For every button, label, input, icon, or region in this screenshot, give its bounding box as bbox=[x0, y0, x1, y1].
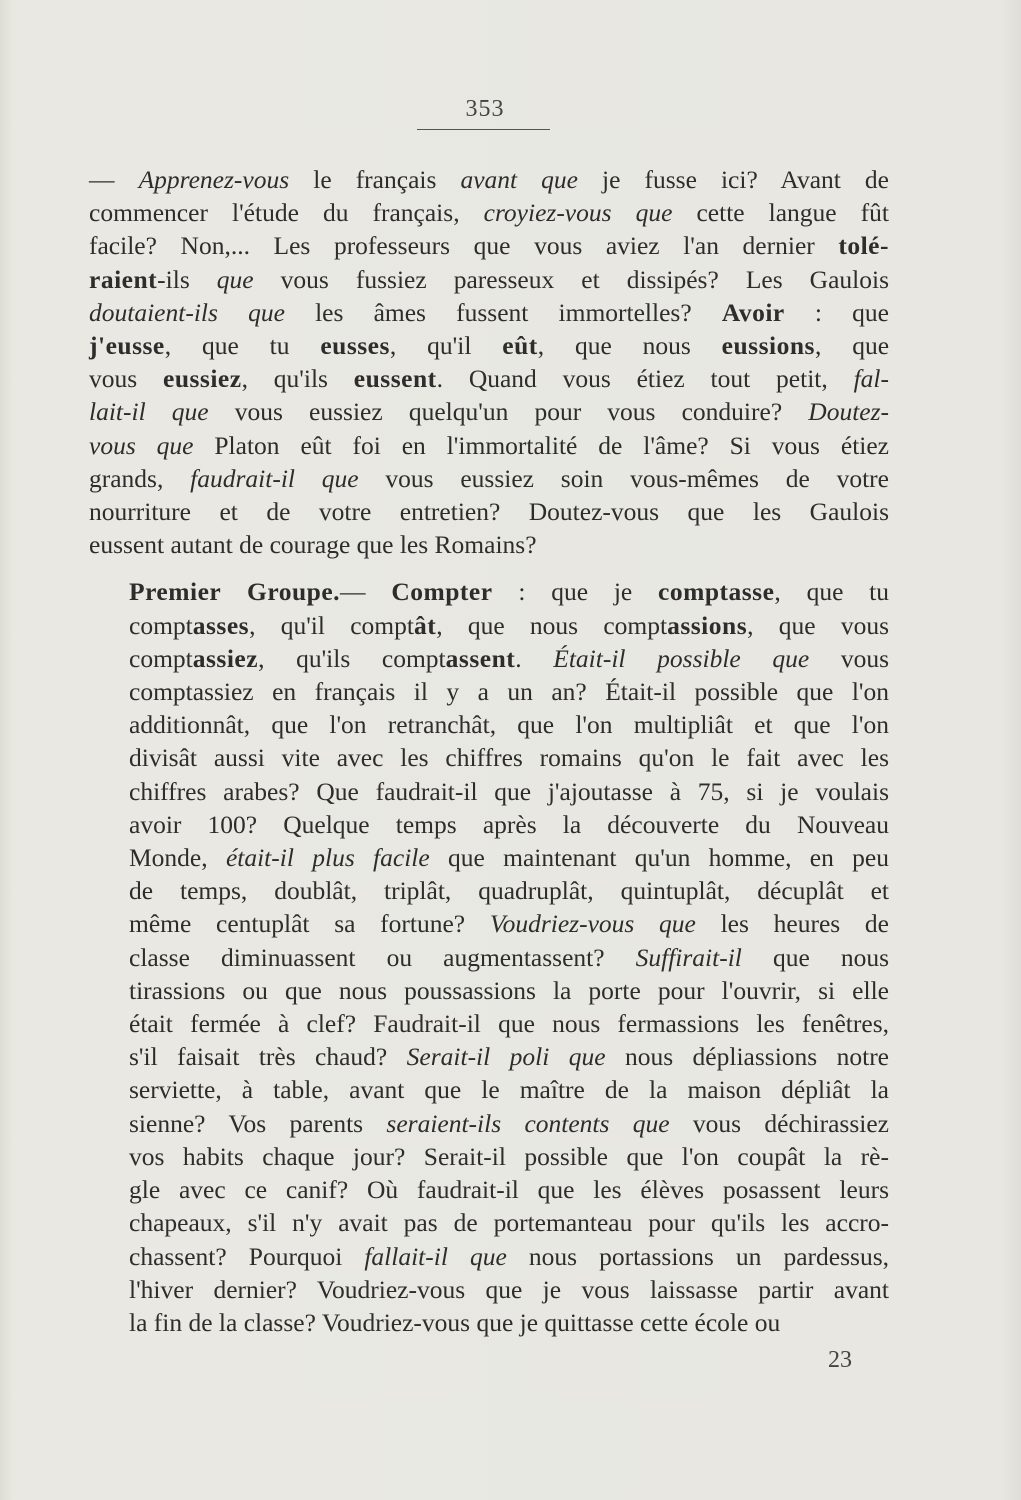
text-line: doutaient-ils que les âmes fussent immortelles? Avoir : que bbox=[89, 297, 890, 327]
bold-term: eusses bbox=[320, 331, 390, 361]
text-line: classe diminuassent ou augmentassent? Suffirait-il que nous bbox=[129, 942, 889, 972]
bold-term: Premier Groupe. bbox=[129, 577, 341, 607]
bold-term: comptasse bbox=[658, 577, 775, 607]
italic-phrase: fal- bbox=[853, 364, 889, 394]
italic-phrase: Doutez- bbox=[808, 397, 890, 427]
text-line: grands, faudrait-il que vous eussiez soin vous-mêmes de votre bbox=[89, 463, 889, 493]
bold-term: eussiez bbox=[163, 364, 242, 394]
text-line: comptassiez, qu'ils comptassent. Était-il possible que vous bbox=[129, 643, 889, 673]
text-line: additionnât, que l'on retranchât, que l'on multipliât et que l'on bbox=[129, 710, 889, 740]
text-line: divisât aussi vite avec les chiffres romains qu'on le fait avec les bbox=[129, 743, 889, 773]
bold-term: raient bbox=[89, 264, 158, 294]
text-line: — Apprenez-vous le français avant que je fusse ici? Avant de bbox=[89, 165, 889, 194]
bold-term: assions bbox=[667, 610, 748, 640]
italic-phrase: avant que bbox=[460, 165, 578, 194]
bold-term: j'eusse bbox=[89, 331, 165, 361]
italic-phrase: Serait-il poli que bbox=[406, 1042, 606, 1072]
text-line: vous que Platon eût foi en l'immortalité de l'âme? Si vous étiez bbox=[89, 430, 889, 460]
signature-mark: 23 bbox=[828, 1347, 852, 1373]
bold-term: Avoir bbox=[721, 297, 785, 327]
text-line: serviette, à table, avant que le maître de la maison dépliât la bbox=[129, 1075, 889, 1105]
bold-term: Compter bbox=[391, 577, 493, 607]
bold-term: asses bbox=[192, 610, 250, 640]
text-line: j'eusse, que tu eusses, qu'il eût, que nous eussions, que bbox=[89, 331, 890, 361]
italic-phrase: lait-il que bbox=[89, 397, 209, 427]
italic-phrase: Suffirait-il bbox=[635, 942, 742, 972]
bold-term: eussions bbox=[721, 331, 815, 361]
text-line: de temps, doublât, triplât, quadruplât, quintuplât, décuplât et bbox=[129, 876, 889, 906]
italic-phrase: faudrait-il que bbox=[190, 463, 359, 493]
italic-phrase: que bbox=[216, 264, 254, 294]
bold-term: eussent bbox=[353, 364, 437, 394]
italic-phrase: Voudriez-vous que bbox=[489, 909, 696, 939]
text-line: chiffres arabes? Que faudrait-il que j'ajoutasse à 75, si je voulais bbox=[129, 776, 889, 806]
text-line: était fermée à clef? Faudrait-il que nous fermassions les fenêtres, bbox=[129, 1009, 889, 1039]
bold-term: ât bbox=[413, 610, 437, 640]
header-rule bbox=[417, 129, 550, 130]
text-line: lait-il que vous eussiez quelqu'un pour vous conduire? Doutez- bbox=[89, 397, 890, 427]
italic-phrase: vous que bbox=[89, 430, 194, 460]
bold-term: eût bbox=[502, 331, 538, 361]
text-line: tirassions ou que nous poussassions la porte pour l'ouvrir, si elle bbox=[129, 975, 889, 1005]
text-line: comptassiez en français il y a un an? Était-il possible que l'on bbox=[129, 677, 889, 707]
bold-term: assent bbox=[445, 643, 516, 673]
paragraph-1 bbox=[89, 163, 889, 561]
text-line: l'hiver dernier? Voudriez-vous que je vous laissasse partir avant bbox=[129, 1274, 889, 1304]
italic-phrase: fallait-il que bbox=[364, 1241, 507, 1271]
text-line: s'il faisait très chaud? Serait-il poli que nous dépliassions notre bbox=[129, 1042, 890, 1072]
paragraph-2 bbox=[89, 575, 889, 1339]
italic-phrase: était-il plus facile bbox=[225, 843, 430, 873]
text-line: commencer l'étude du français, croyiez-vous que cette langue fût bbox=[89, 198, 890, 228]
text-line: sienne? Vos parents seraient-ils contents que vous déchirassiez bbox=[129, 1108, 889, 1138]
italic-phrase: doutaient-ils que bbox=[89, 297, 285, 327]
text-line: Premier Groupe.— Compter : que je comptasse, que tu bbox=[129, 577, 890, 607]
page-number: 353 bbox=[465, 96, 505, 122]
text-line: Monde, était-il plus facile que maintenant qu'un homme, en peu bbox=[129, 843, 889, 873]
text-line: gle avec ce canif? Où faudrait-il que les élèves posassent leurs bbox=[129, 1175, 889, 1205]
text-line: eussent autant de courage que les Romains? bbox=[89, 530, 537, 560]
italic-phrase: seraient-ils contents que bbox=[386, 1108, 670, 1138]
text-line: la fin de la classe? Voudriez-vous que je quittasse cette école ou bbox=[129, 1307, 781, 1337]
text-line: comptasses, qu'il comptât, que nous comptassions, que vous bbox=[129, 610, 889, 640]
bold-term: tolé- bbox=[838, 231, 889, 261]
italic-phrase: croyiez-vous que bbox=[483, 198, 673, 228]
text-line: vos habits chaque jour? Serait-il possible que l'on coupât la rè- bbox=[129, 1141, 889, 1171]
text-line: nourriture et de votre entretien? Doutez-vous que les Gaulois bbox=[89, 497, 889, 527]
text-line: raient-ils que vous fussiez paresseux et dissipés? Les Gaulois bbox=[89, 264, 889, 294]
bold-term: assiez bbox=[192, 643, 259, 673]
page-body bbox=[89, 163, 889, 1339]
italic-phrase: Apprenez-vous bbox=[138, 165, 290, 194]
text-line: même centuplât sa fortune? Voudriez-vous que les heures de bbox=[129, 909, 889, 939]
text-line: chassent? Pourquoi fallait-il que nous portassions un pardessus, bbox=[129, 1241, 890, 1271]
italic-phrase: Était-il possible que bbox=[553, 643, 810, 673]
text-line: avoir 100? Quelque temps après la découverte du Nouveau bbox=[129, 809, 889, 839]
text-line: vous eussiez, qu'ils eussent. Quand vous étiez tout petit, fal- bbox=[89, 364, 889, 394]
text-line: facile? Non,... Les professeurs que vous aviez l'an dernier tolé- bbox=[89, 231, 889, 261]
text-line: chapeaux, s'il n'y avait pas de portemanteau pour qu'ils les accro- bbox=[129, 1208, 889, 1238]
